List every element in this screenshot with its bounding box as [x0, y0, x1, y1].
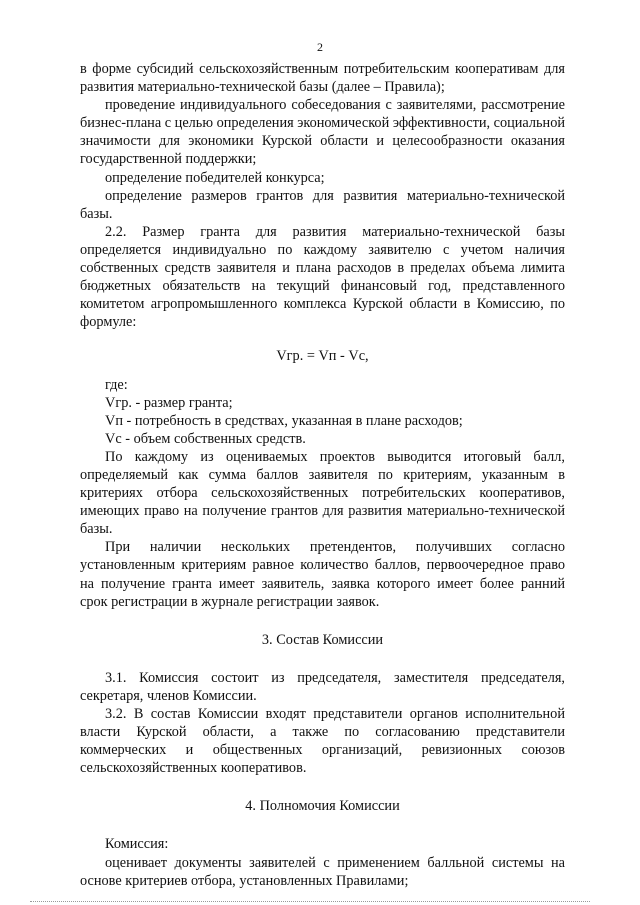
paragraph: Комиссия: [105, 836, 169, 853]
scan-edge-line [30, 901, 590, 903]
grant-formula: Vгр. = Vп - Vс, [276, 348, 369, 365]
paragraph: 3.2. В состав Комиссии входят представители органов исполнительной власти Курской области, а также по согласованию представители коммерческих и общественных организаций, ревизионных союзов сельскохозяйственных кооперативов. [80, 706, 565, 777]
section-heading: 4. Полномочия Комиссии [245, 798, 400, 815]
paragraph: По каждому из оцениваемых проектов выводится итоговый балл, определяемый как сумма баллов заявителя по критериям, указанным в критериях отбора сельскохозяйственных потребительских кооперативов, имеющих право на получение грантов для развития материально-технической базы. [80, 448, 565, 538]
paragraph: 2.2. Размер гранта для развития материально-технической базы определяется индивидуально по каждому заявителю с учетом наличия собственных средств заявителя и плана расходов в пределах объема лимита бюджетных обязательств на текущий финансовый год, представленного комитетом агропромышленного комплекса Курской области в Комиссию, по формуле: [80, 223, 565, 331]
section-heading: 3. Состав Комиссии [261, 631, 384, 648]
paragraph: 3.1. Комиссия состоит из председателя, заместителя председателя, секретаря, членов Комиссии. [80, 669, 565, 704]
paragraph: Vс - объем собственных средств. [105, 430, 306, 447]
paragraph: определение победителей конкурса; [105, 169, 325, 186]
paragraph: При наличии нескольких претендентов, получивших согласно установленным критериям равное количество баллов, первоочередное право на получение гранта имеет заявитель, заявка которого имеет более ранний срок регистрации в журнале регистрации заявок. [80, 539, 565, 610]
paragraph: где: [105, 376, 128, 393]
document-body [80, 60, 565, 890]
paragraph: Vп - потребность в средствах, указанная в плане расходов; [105, 412, 463, 429]
paragraph: Vгр. - размер гранта; [105, 394, 233, 411]
paragraph: проведение индивидуального собеседования с заявителями, рассмотрение бизнес-плана с целью определения экономической эффективности, социальной значимости для экономики Курской области и целесообразности оказания государственной поддержки; [80, 97, 565, 168]
paragraph: в форме субсидий сельскохозяйственным потребительским кооперативам для развития материально-технической базы (далее – Правила); [80, 61, 565, 96]
paragraph: оценивает документы заявителей с применением балльной системы на основе критериев отбора, установленных Правилами; [80, 854, 565, 889]
page-number: 2 [317, 40, 323, 54]
paragraph: определение размеров грантов для развития материально-технической базы. [80, 187, 565, 222]
